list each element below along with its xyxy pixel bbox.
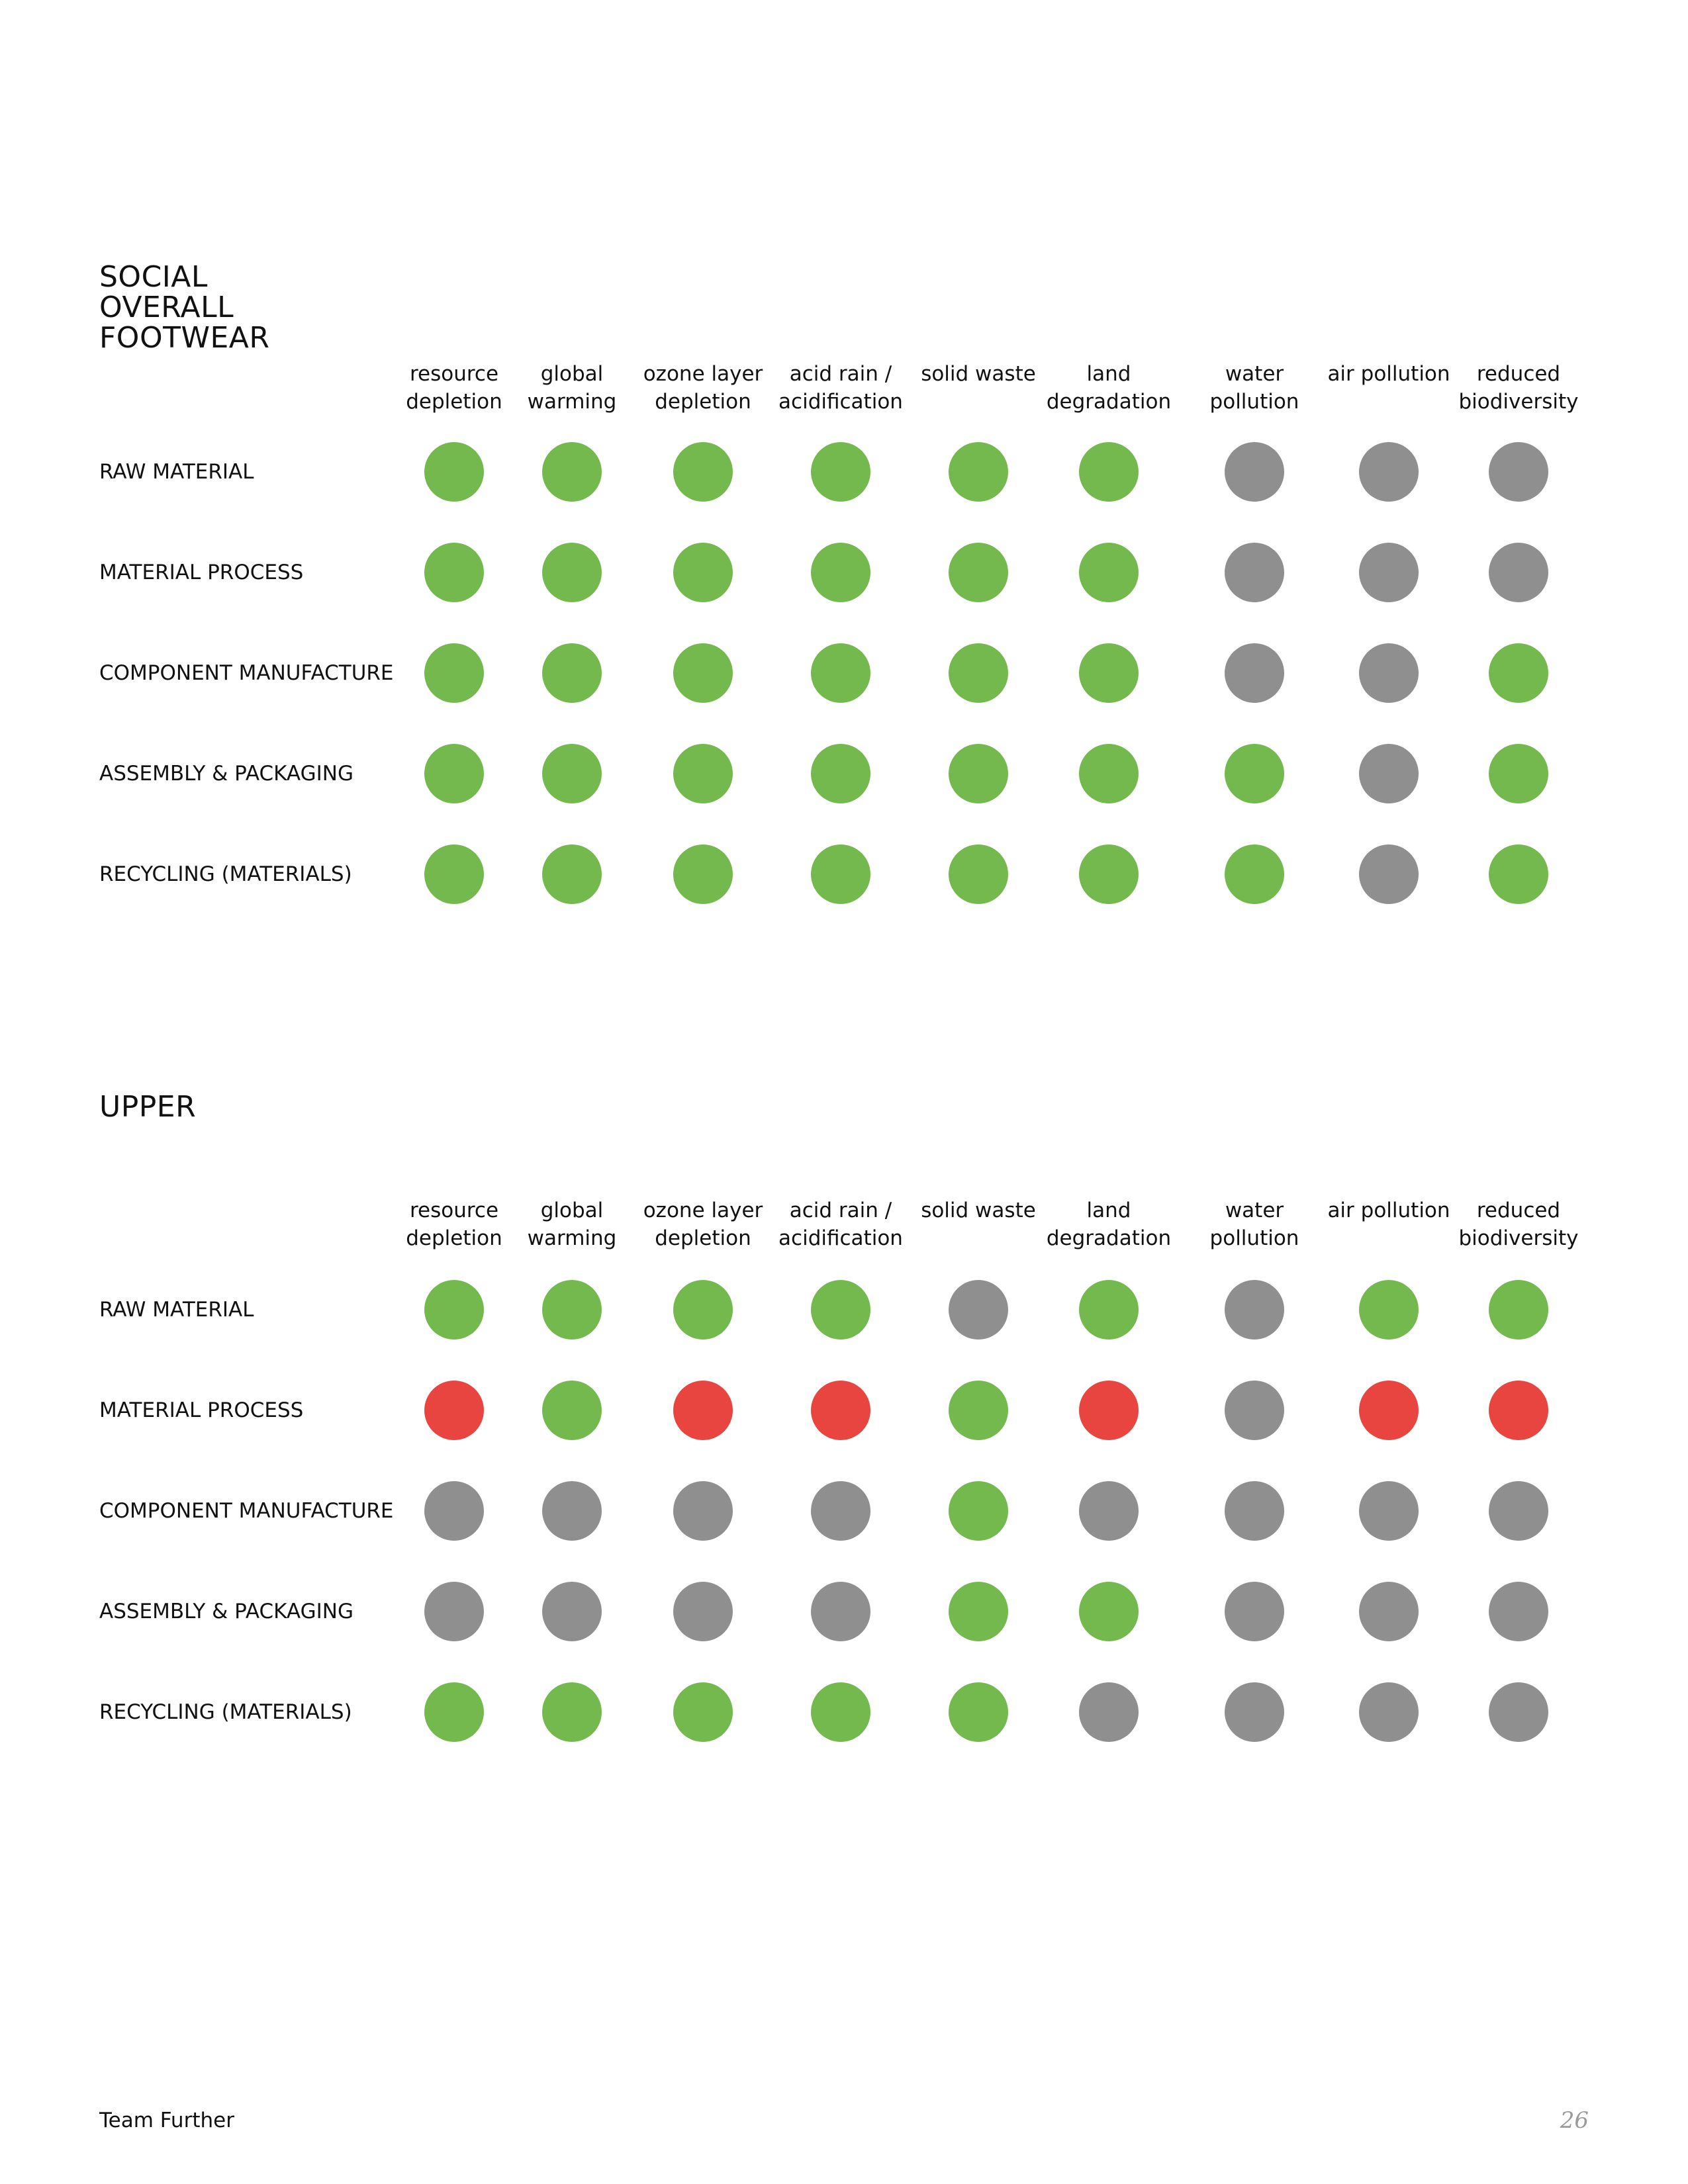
status-dot-good — [542, 643, 602, 703]
column-header: resource depletion — [406, 362, 502, 414]
status-dot-good — [542, 744, 602, 803]
status-dot-neutral — [1079, 1481, 1139, 1541]
column-header: global warming — [527, 1199, 617, 1250]
status-dot-neutral — [1359, 643, 1419, 703]
status-dot-good — [542, 1280, 602, 1340]
status-dot-good — [1079, 1582, 1139, 1641]
footer-team-name: Team Further — [99, 2109, 234, 2132]
page-number: 26 — [1560, 2107, 1589, 2134]
status-dot-good — [1079, 744, 1139, 803]
column-header: air pollution — [1327, 362, 1450, 386]
status-dot-neutral — [424, 1481, 484, 1541]
row-label: RECYCLING (MATERIALS) — [99, 862, 352, 886]
status-dot-good — [673, 1682, 733, 1742]
status-dot-good — [424, 1280, 484, 1340]
status-dot-neutral — [811, 1582, 870, 1641]
status-dot-good — [424, 844, 484, 904]
status-dot-good — [949, 643, 1008, 703]
status-dot-good — [673, 1280, 733, 1340]
column-header: resource depletion — [406, 1199, 502, 1250]
status-dot-good — [1359, 1280, 1419, 1340]
status-dot-good — [542, 844, 602, 904]
row-label: COMPONENT MANUFACTURE — [99, 1499, 394, 1523]
status-dot-good — [811, 1280, 870, 1340]
status-dot-neutral — [1489, 1582, 1548, 1641]
status-dot-neutral — [1359, 1682, 1419, 1742]
row-label: RECYCLING (MATERIALS) — [99, 1700, 352, 1724]
status-dot-neutral — [949, 1280, 1008, 1340]
column-header: ozone layer depletion — [643, 1199, 763, 1250]
status-dot-good — [1079, 643, 1139, 703]
row-label: MATERIAL PROCESS — [99, 1398, 304, 1422]
status-dot-neutral — [542, 1582, 602, 1641]
column-header: reduced biodiversity — [1458, 362, 1579, 414]
status-dot-neutral — [1359, 744, 1419, 803]
status-dot-neutral — [424, 1582, 484, 1641]
status-dot-neutral — [542, 1481, 602, 1541]
status-dot-bad — [424, 1381, 484, 1440]
status-dot-good — [1489, 844, 1548, 904]
column-header: reduced biodiversity — [1458, 1199, 1579, 1250]
status-dot-good — [811, 744, 870, 803]
status-dot-good — [949, 1481, 1008, 1541]
status-dot-good — [811, 1682, 870, 1742]
status-dot-neutral — [1359, 844, 1419, 904]
status-dot-bad — [811, 1381, 870, 1440]
status-dot-good — [1225, 744, 1284, 803]
row-label: RAW MATERIAL — [99, 460, 254, 484]
status-dot-neutral — [1225, 1682, 1284, 1742]
status-dot-good — [949, 744, 1008, 803]
status-dot-neutral — [1489, 1682, 1548, 1742]
status-dot-good — [949, 844, 1008, 904]
column-header: air pollution — [1327, 1199, 1450, 1222]
row-label: COMPONENT MANUFACTURE — [99, 661, 394, 685]
status-dot-neutral — [1225, 1381, 1284, 1440]
section-title-social-overall-footwear: SOCIAL OVERALL FOOTWEAR — [99, 260, 270, 355]
status-dot-good — [811, 844, 870, 904]
column-header: acid rain / acidification — [778, 1199, 903, 1250]
status-dot-good — [1079, 844, 1139, 904]
column-header: solid waste — [921, 1199, 1036, 1222]
status-dot-good — [673, 844, 733, 904]
status-dot-neutral — [1225, 643, 1284, 703]
row-label: ASSEMBLY & PACKAGING — [99, 1600, 353, 1623]
row-label: RAW MATERIAL — [99, 1298, 254, 1322]
column-header: ozone layer depletion — [643, 362, 763, 414]
column-header: land degradation — [1046, 362, 1172, 414]
column-header: land degradation — [1046, 1199, 1172, 1250]
status-dot-good — [1489, 643, 1548, 703]
status-dot-bad — [1489, 1381, 1548, 1440]
column-header: acid rain / acidification — [778, 362, 903, 414]
status-dot-good — [673, 643, 733, 703]
status-dot-bad — [673, 1381, 733, 1440]
status-dot-good — [424, 1682, 484, 1742]
status-dot-good — [1489, 744, 1548, 803]
status-dot-good — [811, 643, 870, 703]
status-dot-good — [424, 744, 484, 803]
status-dot-neutral — [1079, 1682, 1139, 1742]
column-header: solid waste — [921, 362, 1036, 386]
status-dot-good — [949, 1381, 1008, 1440]
column-header: global warming — [527, 362, 617, 414]
status-dot-neutral — [673, 1582, 733, 1641]
status-dot-neutral — [673, 1481, 733, 1541]
status-dot-neutral — [1225, 1280, 1284, 1340]
status-dot-good — [542, 1682, 602, 1742]
status-dot-good — [1079, 1280, 1139, 1340]
column-header: water pollution — [1209, 362, 1299, 414]
status-dot-neutral — [1225, 1582, 1284, 1641]
status-dot-neutral — [1489, 1481, 1548, 1541]
status-dot-good — [949, 1682, 1008, 1742]
status-dot-neutral — [1359, 1481, 1419, 1541]
row-label: MATERIAL PROCESS — [99, 561, 304, 584]
status-dot-bad — [1079, 1381, 1139, 1440]
section-title-upper: UPPER — [99, 1090, 197, 1124]
status-dot-good — [542, 1381, 602, 1440]
status-dot-good — [424, 643, 484, 703]
status-dot-bad — [1359, 1381, 1419, 1440]
status-dot-good — [1489, 1280, 1548, 1340]
status-dot-neutral — [1225, 1481, 1284, 1541]
column-header: water pollution — [1209, 1199, 1299, 1250]
status-dot-good — [949, 1582, 1008, 1641]
row-label: ASSEMBLY & PACKAGING — [99, 762, 353, 786]
status-dot-good — [673, 744, 733, 803]
status-dot-neutral — [811, 1481, 870, 1541]
status-dot-neutral — [1359, 1582, 1419, 1641]
status-dot-good — [1225, 844, 1284, 904]
